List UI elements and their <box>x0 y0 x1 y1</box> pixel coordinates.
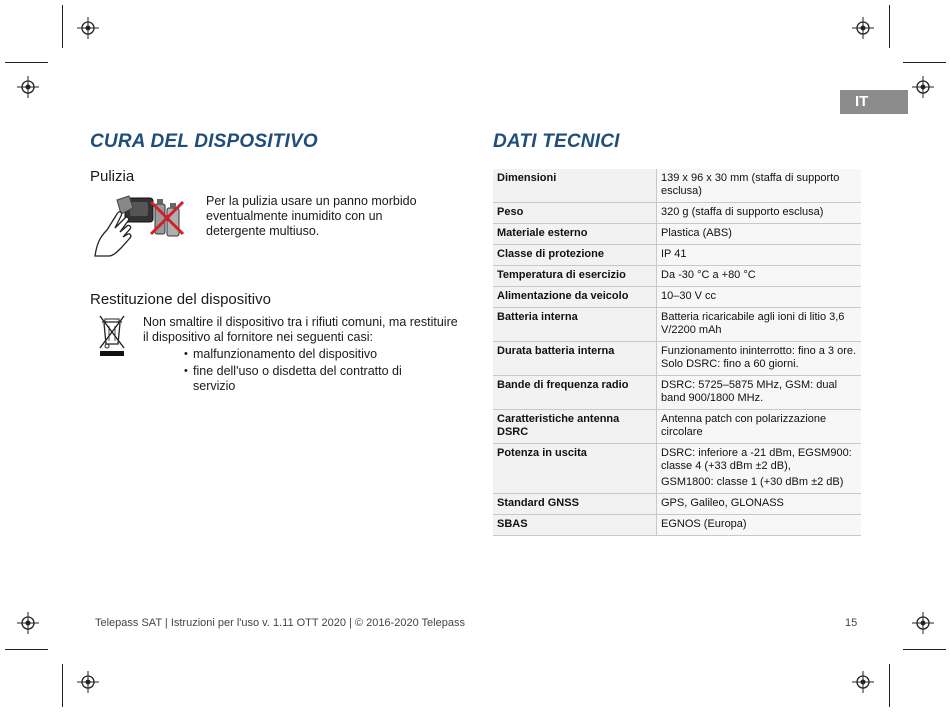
spec-value <box>657 444 862 494</box>
spec-value-line: 320 g (staffa di supporto esclusa) <box>661 206 824 218</box>
spec-value <box>657 224 862 245</box>
crop-mark <box>903 649 946 650</box>
cleaning-heading: Pulizia <box>90 168 135 185</box>
table-row <box>493 376 861 410</box>
spec-label: Batteria interna <box>493 308 657 342</box>
crop-mark <box>5 649 48 650</box>
care-section-title: CURA DEL DISPOSITIVO <box>90 131 318 152</box>
registration-mark-icon <box>17 76 39 98</box>
table-row <box>493 308 861 342</box>
crop-mark <box>903 62 946 63</box>
table-row <box>493 410 861 444</box>
footer-text: Telepass SAT | Istruzioni per l'uso v. 1.11 OTT 2020 | © 2016-2020 Telepass <box>95 617 465 629</box>
spec-value-line: Da -30 °C a +80 °C <box>661 269 756 281</box>
table-row <box>493 224 861 245</box>
spec-value-line: Antenna patch con polarizzazione circolare <box>661 413 827 438</box>
spec-label: Caratteristiche antenna DSRC <box>493 410 657 444</box>
crop-mark <box>62 664 63 707</box>
list-item: • malfunzionamento del dispositivo <box>184 347 434 362</box>
tech-data-table <box>493 169 861 536</box>
list-item: • fine dell'uso o disdetta del contratto di servizio <box>184 364 434 394</box>
registration-mark-icon <box>77 17 99 39</box>
spec-value-line: Batteria ricaricabile agli ioni di litio 3,6 V/2200 mAh <box>661 311 845 336</box>
spec-value <box>657 169 862 203</box>
spec-value <box>657 266 862 287</box>
registration-mark-icon <box>852 17 874 39</box>
table-row <box>493 494 861 515</box>
table-row <box>493 203 861 224</box>
spec-label: Peso <box>493 203 657 224</box>
spec-label: Durata batteria interna <box>493 342 657 376</box>
registration-mark-icon <box>17 612 39 634</box>
cleaning-text: Per la pulizia usare un panno morbido eventualmente inumidito con un detergente multiuso. <box>206 194 417 238</box>
crop-mark <box>62 5 63 48</box>
spec-value-line: Plastica (ABS) <box>661 227 732 239</box>
registration-mark-icon <box>912 612 934 634</box>
spec-value-line: Funzionamento ininterrotto: fino a 3 ore. Solo DSRC: fino a 60 giorni. <box>661 345 857 370</box>
weee-bin-icon <box>98 314 126 358</box>
return-heading: Restituzione del dispositivo <box>90 291 271 308</box>
spec-value <box>657 376 862 410</box>
spec-label: Bande di frequenza radio <box>493 376 657 410</box>
spec-label: Materiale esterno <box>493 224 657 245</box>
spec-value-line: 10–30 V cc <box>661 290 717 302</box>
crop-mark <box>889 664 890 707</box>
spec-value <box>657 308 862 342</box>
table-row <box>493 444 861 494</box>
registration-mark-icon <box>912 76 934 98</box>
return-text: Non smaltire il dispositivo tra i rifiuti comuni, ma restituire il dispositivo al fornitore nei seguenti casi: <box>143 315 458 344</box>
page-number: 15 <box>845 617 858 629</box>
spec-value <box>657 203 862 224</box>
spec-value-line: DSRC: 5725–5875 MHz, GSM: dual band 900/1800 MHz. <box>661 379 838 404</box>
spec-value-line: GPS, Galileo, GLONASS <box>661 497 784 509</box>
registration-mark-icon <box>77 671 99 693</box>
spec-value <box>657 245 862 266</box>
crop-mark <box>5 62 48 63</box>
spec-label: Standard GNSS <box>493 494 657 515</box>
spec-value-line: EGNOS (Europa) <box>661 518 747 530</box>
cleaning-hand-no-solvent-icon <box>93 192 188 258</box>
registration-mark-icon <box>852 671 874 693</box>
tech-data-section-title: DATI TECNICI <box>493 131 620 152</box>
spec-value <box>657 342 862 376</box>
spec-value-line: GSM1800: classe 1 (+30 dBm ±2 dB) <box>661 476 844 488</box>
table-row <box>493 287 861 308</box>
spec-label: Potenza in uscita <box>493 444 657 494</box>
table-row <box>493 245 861 266</box>
table-row <box>493 342 861 376</box>
spec-label: Temperatura di esercizio <box>493 266 657 287</box>
spec-value-line: 139 x 96 x 30 mm (staffa di supporto esclusa) <box>661 172 840 197</box>
table-row <box>493 266 861 287</box>
table-row <box>493 515 861 536</box>
spec-value <box>657 410 862 444</box>
spec-value-line: DSRC: inferiore a -21 dBm, EGSM900: classe 4 (+33 dBm ±2 dB), <box>661 447 852 472</box>
spec-label: SBAS <box>493 515 657 536</box>
return-bullet-list <box>184 347 434 396</box>
language-tab: IT <box>840 90 908 114</box>
spec-value-line: IP 41 <box>661 248 687 260</box>
spec-label: Alimentazione da veicolo <box>493 287 657 308</box>
spec-label: Dimensioni <box>493 169 657 203</box>
table-row <box>493 169 861 203</box>
spec-value <box>657 515 862 536</box>
spec-value <box>657 287 862 308</box>
spec-label: Classe di protezione <box>493 245 657 266</box>
crop-mark <box>889 5 890 48</box>
spec-value <box>657 494 862 515</box>
